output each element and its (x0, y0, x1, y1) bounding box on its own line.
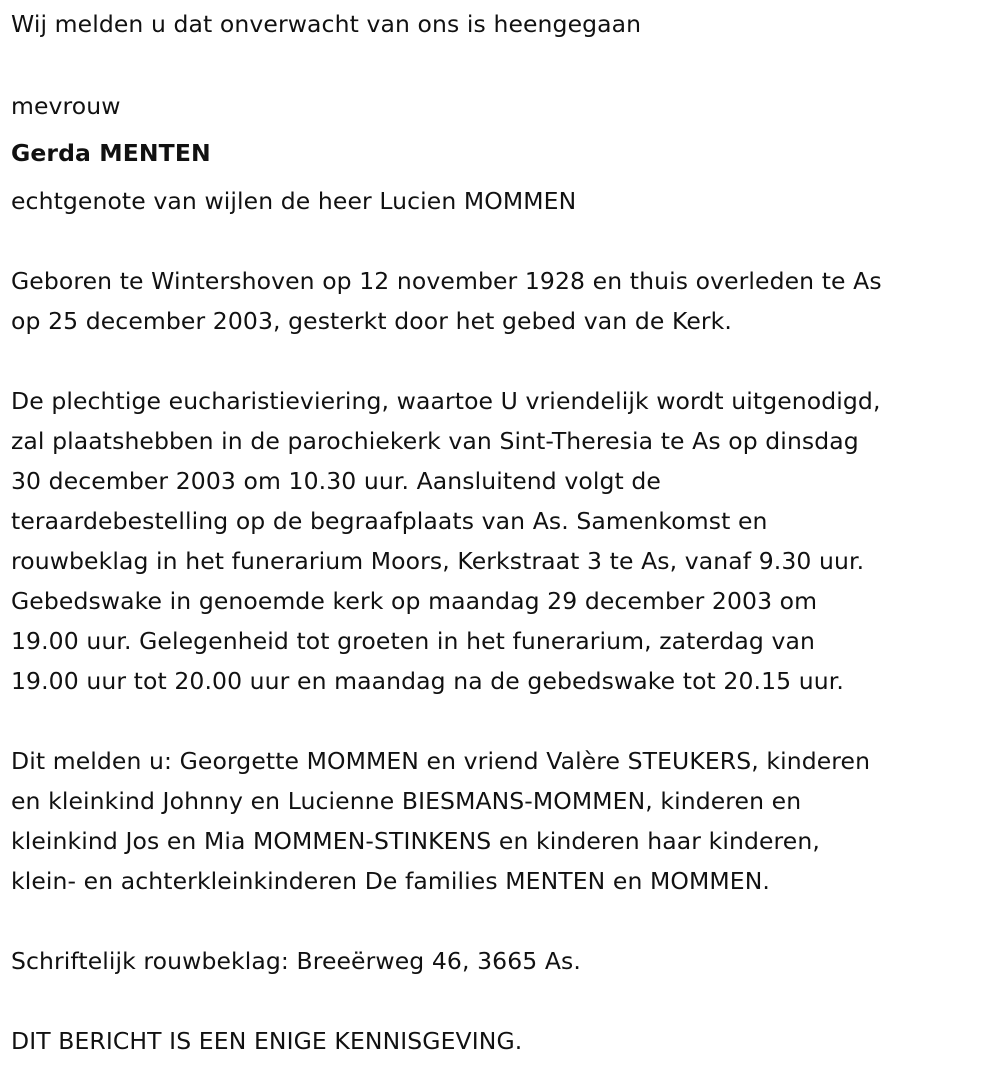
closing-statement: DIT BERICHT IS EEN ENIGE KENNISGEVING. (11, 1027, 523, 1055)
ceremony-line: Gebedswake in genoemde kerk op maandag 29 december 2003 om (11, 587, 818, 615)
family-line: Dit melden u: Georgette MOMMEN en vriend Valère STEUKERS, kinderen (11, 747, 871, 775)
intro-text: Wij melden u dat onverwacht van ons is heengegaan (11, 10, 642, 38)
ceremony-line: 30 december 2003 om 10.30 uur. Aansluitend volgt de (11, 467, 661, 495)
ceremony-line: 19.00 uur tot 20.00 uur en maandag na de gebedswake tot 20.15 uur. (11, 667, 844, 695)
ceremony-line: teraardebestelling op de begraafplaats van As. Samenkomst en (11, 507, 768, 535)
birth-death-line: op 25 december 2003, gesterkt door het gebed van de Kerk. (11, 307, 732, 335)
family-line: kleinkind Jos en Mia MOMMEN-STINKENS en kinderen haar kinderen, (11, 827, 820, 855)
salutation: mevrouw (11, 92, 121, 120)
ceremony-line: De plechtige eucharistieviering, waartoe U vriendelijk wordt uitgenodigd, (11, 387, 881, 415)
ceremony-line: zal plaatshebben in de parochiekerk van Sint-Theresia te As op dinsdag (11, 427, 859, 455)
deceased-name: Gerda MENTEN (11, 139, 211, 167)
condolence-address: Schriftelijk rouwbeklag: Breeërweg 46, 3665 As. (11, 947, 581, 975)
spouse-line: echtgenote van wijlen de heer Lucien MOMMEN (11, 187, 577, 215)
family-line: klein- en achterkleinkinderen De families MENTEN en MOMMEN. (11, 867, 770, 895)
ceremony-line: rouwbeklag in het funerarium Moors, Kerkstraat 3 te As, vanaf 9.30 uur. (11, 547, 865, 575)
birth-death-line: Geboren te Wintershoven op 12 november 1928 en thuis overleden te As (11, 267, 882, 295)
ceremony-line: 19.00 uur. Gelegenheid tot groeten in het funerarium, zaterdag van (11, 627, 815, 655)
family-line: en kleinkind Johnny en Lucienne BIESMANS-MOMMEN, kinderen en (11, 787, 802, 815)
